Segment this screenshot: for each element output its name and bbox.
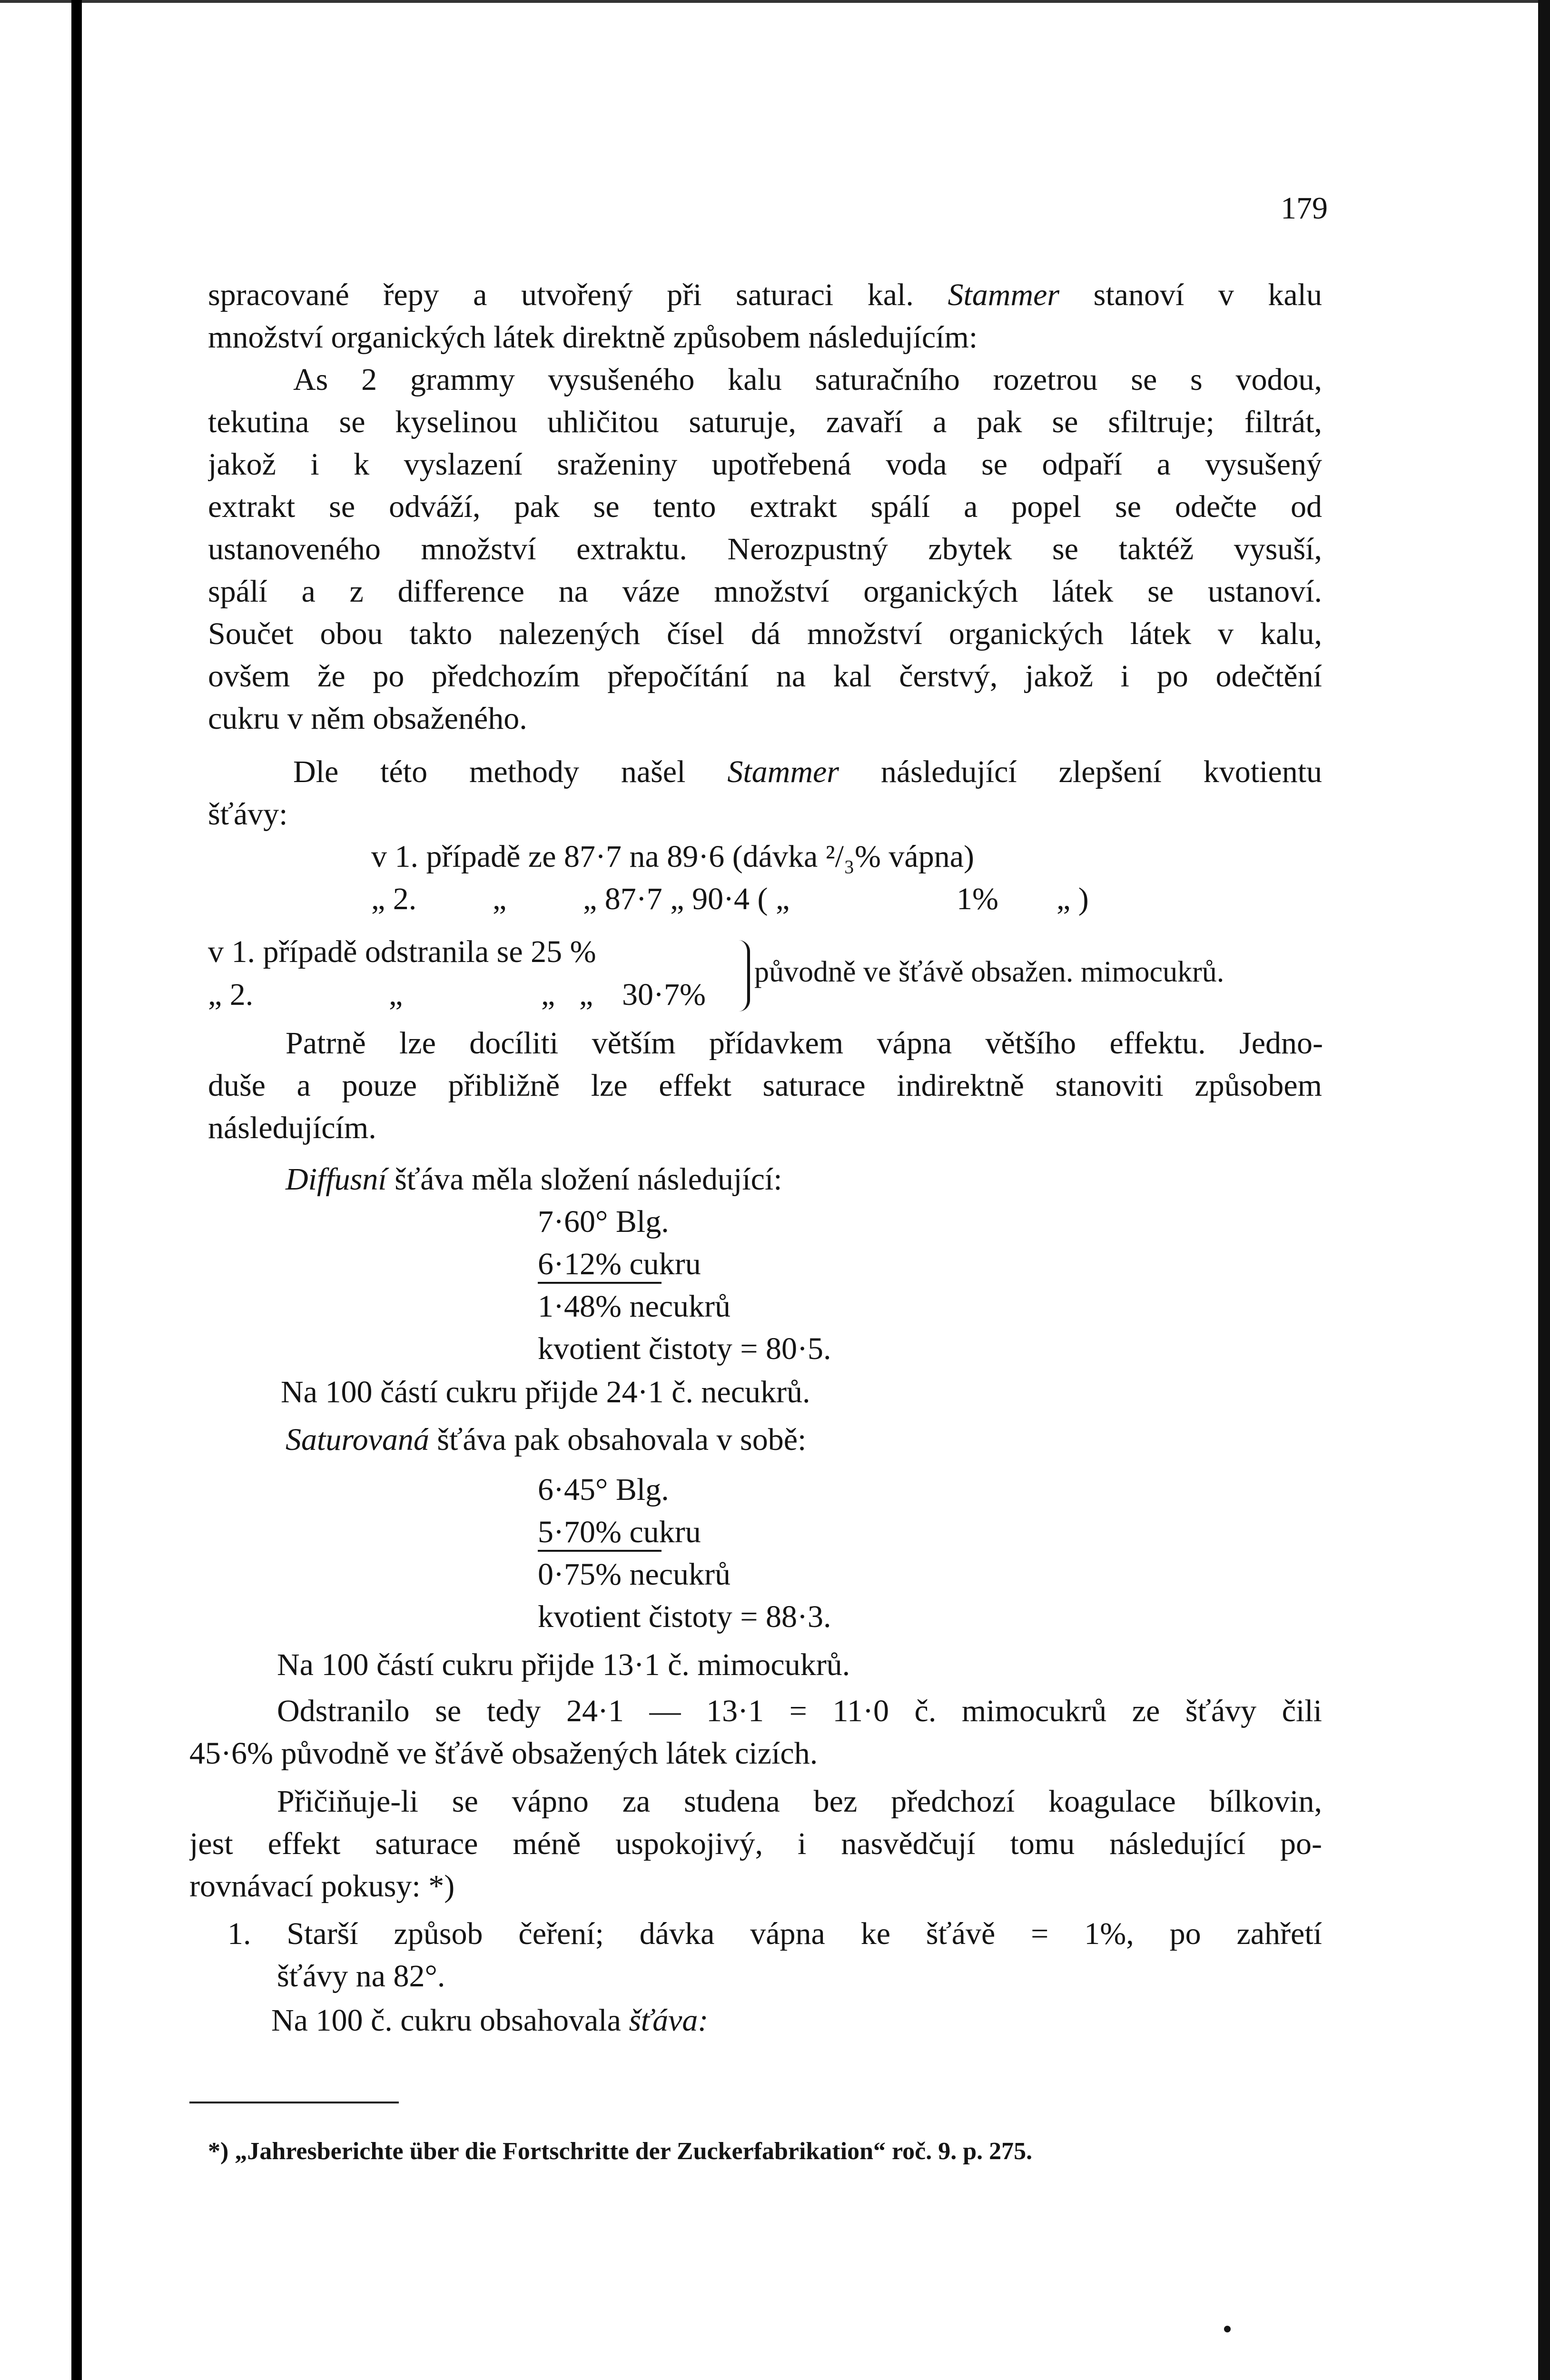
diffusion-nonsugar: 1·48% necukrů [538, 1289, 731, 1324]
saturated-quotient: kvotient čistoty = 88·3. [538, 1599, 831, 1634]
scan-border-left [71, 0, 82, 2380]
text-line: cukru v něm obsaženého. [208, 701, 527, 736]
text-line: extrakt se odváží, pak se tento extrakt spálí a popel se odečte od [208, 489, 1322, 524]
saturated-label: Saturovaná [286, 1422, 429, 1457]
text-line: Odstranilo se tedy 24·1 — 13·1 = 11·0 č. mimocukrů ze šťávy čili [277, 1694, 1322, 1728]
text-line: rovnávací pokusy: *) [189, 1869, 455, 1904]
underline [538, 1254, 661, 1284]
saturated-heading: Saturovaná šťáva pak obsahovala v sobě: [286, 1422, 807, 1457]
text-line: šťávy na 82°. [277, 1959, 445, 1993]
text-line: jakož i k vyslazení sraženiny upotřebená voda se odpaří a vysušený [208, 447, 1322, 482]
footnote-rule [189, 2102, 399, 2103]
text-line: spálí a z difference na váze množství organických látek se ustanoví. [208, 574, 1322, 609]
text-line: jest effekt saturace méně uspokojivý, i nasvědčují tomu následující po- [189, 1826, 1322, 1861]
text-line: množství organických látek direktně způsobem následujícím: [208, 320, 978, 355]
diffusion-quotient: kvotient čistoty = 80·5. [538, 1331, 831, 1366]
text-line: As 2 grammy vysušeného kalu saturačního rozetrou se s vodou, [293, 362, 1322, 397]
text-line: šťávy: [208, 797, 288, 832]
list-item-1: 1. Starší způsob čeření; dávka vápna ke šťávě = 1%, po zahřetí [227, 1916, 1322, 1951]
fraction: ²/₃ [825, 839, 855, 874]
diffusion-brix: 7·60° Blg. [538, 1204, 669, 1239]
scan-border-right [1538, 0, 1550, 2380]
text-line: 45·6% původně ve šťávě obsažených látek cizích. [189, 1736, 818, 1771]
last-line: Na 100 č. cukru obsahovala šťáva: [271, 2003, 709, 2038]
removed-line-1: v 1. případě odstranila se 25 % [208, 934, 596, 969]
underline [538, 1522, 661, 1552]
saturated-brix: 6·45° Blg. [538, 1472, 669, 1507]
removed-line-2: „ 2. „ „ „ 30·7% [208, 976, 731, 1014]
text-line: Patrně lze docíliti větším přídavkem vápna většího effektu. Jedno- [286, 1026, 1323, 1061]
text-line: Dle této methody našel Stammer následující zlepšení kvotientu [293, 754, 1322, 789]
page-number: 179 [1281, 191, 1328, 226]
saturated-summary: Na 100 částí cukru přijde 13·1 č. mimocukrů. [277, 1647, 850, 1682]
removed-note: původně ve šťávě obsažen. mimocukrů. [754, 956, 1224, 988]
case-1-line: v 1. případě ze 87·7 na 89·6 (dávka ²/₃% vápna) [371, 839, 974, 874]
text-line: ovšem že po předchozím přepočítání na kal čerstvý, jakož i po odečtění [208, 659, 1322, 694]
scan-speck [1224, 2326, 1231, 2332]
percent-sign: % [570, 934, 596, 969]
text-line: Součet obou takto nalezených čísel dá množství organických látek v kalu, [208, 616, 1322, 651]
author-name: Stammer [948, 278, 1060, 312]
text-line: duše a pouze přibližně lze effekt saturace indirektně stanoviti způsobem [208, 1068, 1322, 1103]
scan-border-top [0, 0, 1550, 3]
right-brace [738, 940, 750, 1012]
text-line: spracované řepy a utvořený při saturaci kal. Stammer stanoví v kalu [208, 278, 1322, 312]
diffusion-sugar: 6·12% cukru [538, 1247, 701, 1281]
saturated-sugar: 5·70% cukru [538, 1515, 701, 1549]
saturated-nonsugar: 0·75% necukrů [538, 1557, 731, 1592]
text-line: Přičiňuje-li se vápno za studena bez předchozí koagulace bílkovin, [277, 1784, 1322, 1819]
text-line: tekutina se kyselinou uhličitou saturuje, zavaří a pak se sfiltruje; filtrát, [208, 405, 1322, 439]
footnote: *) „Jahresberichte über die Fortschritte der Zuckerfabrikation“ roč. 9. p. 275. [208, 2138, 1033, 2165]
diffusion-summary: Na 100 částí cukru přijde 24·1 č. necukrů. [281, 1375, 810, 1409]
removed-value: 30·7% [622, 977, 706, 1012]
text-line: ustanoveného množství extraktu. Nerozpustný zbytek se taktéž vysuší, [208, 532, 1322, 566]
text-line: následujícím. [208, 1111, 376, 1145]
diffusion-heading: Diffusní šťáva měla složení následující: [286, 1162, 782, 1197]
diffusion-label: Diffusní [286, 1162, 387, 1197]
author-name: Stammer [727, 754, 839, 789]
